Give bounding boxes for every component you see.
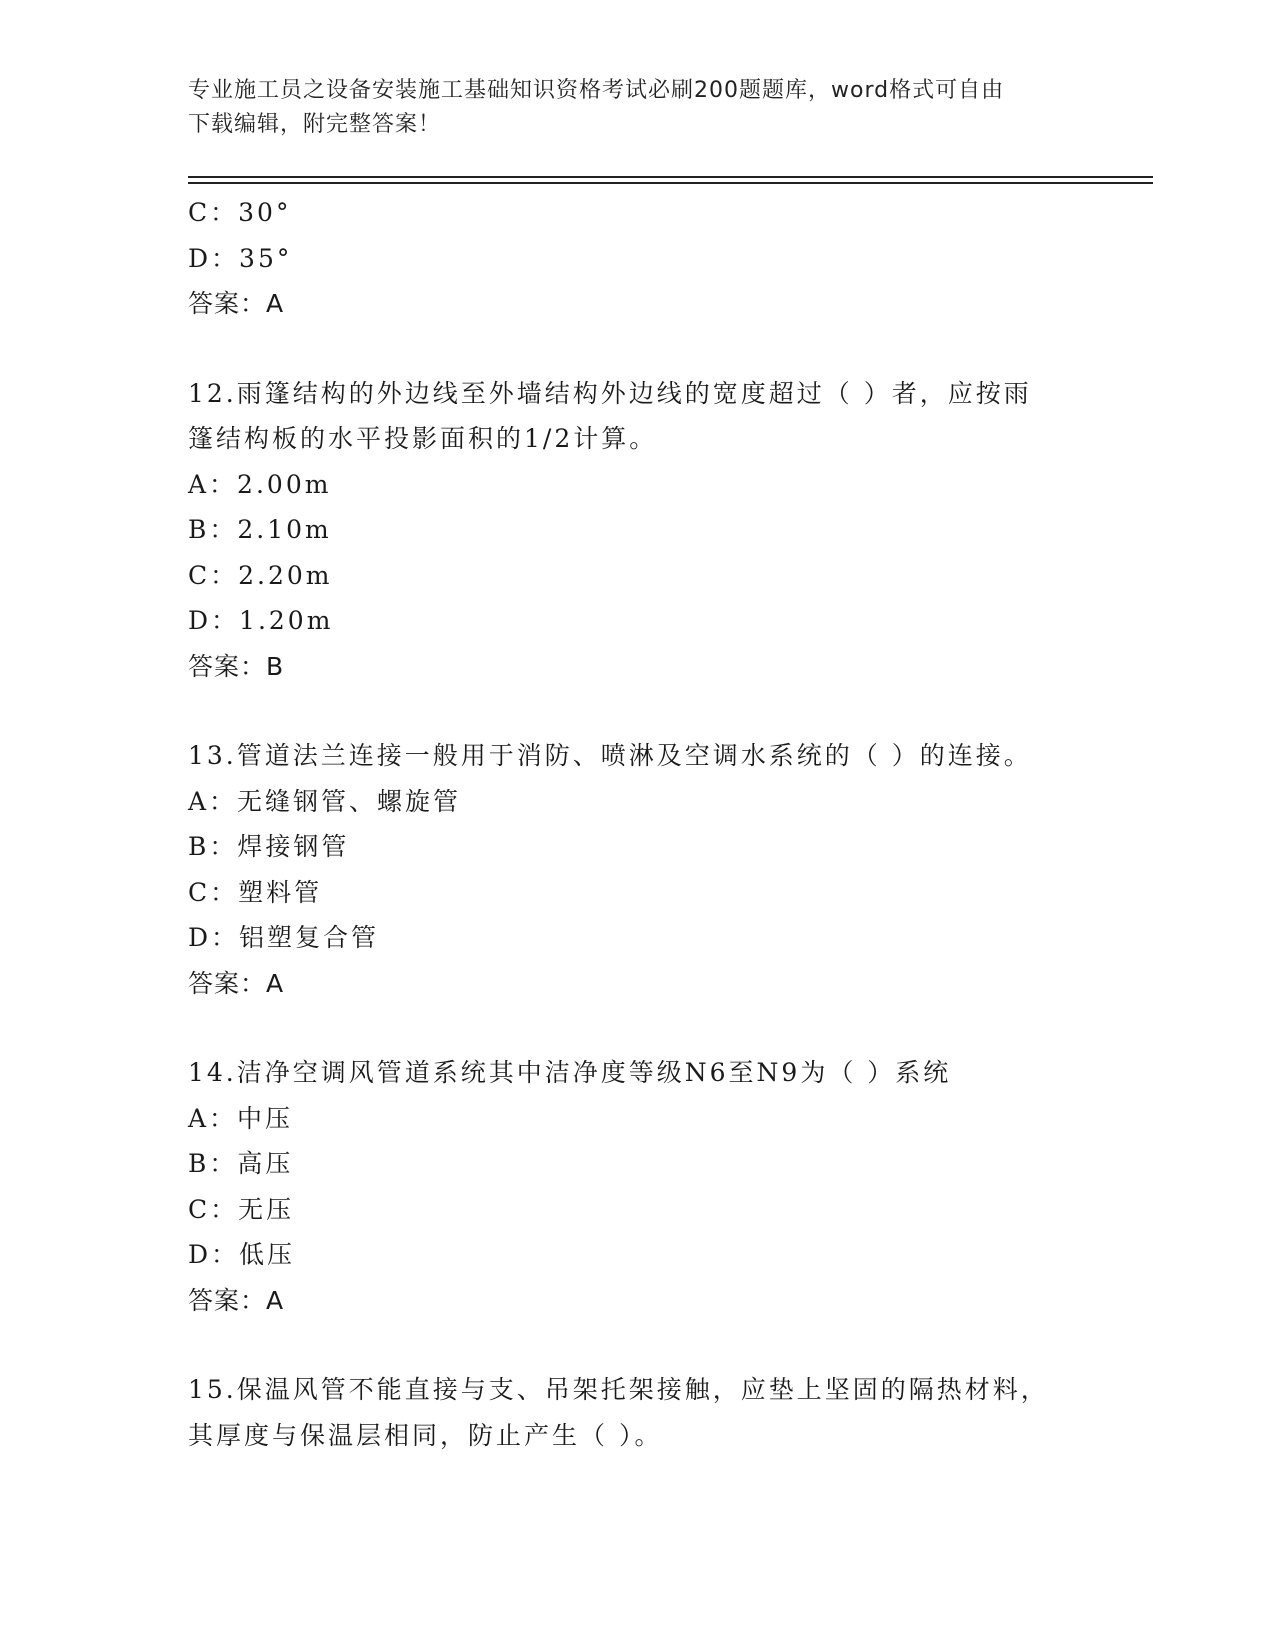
question-text-line-2: 篷结构板的水平投影面积的1/2计算。 bbox=[188, 424, 658, 453]
option-b: B：2.10m bbox=[188, 515, 332, 544]
option-c: C：30° bbox=[188, 198, 292, 227]
question-12 bbox=[188, 371, 1068, 690]
option-a: A：2.00m bbox=[188, 469, 332, 499]
option-b: B：高压 bbox=[188, 1149, 294, 1178]
question-text-line-1: 14.洁净空调风管道系统其中洁净度等级N6至N9为（ ）系统 bbox=[188, 1058, 952, 1087]
header-divider-bottom bbox=[188, 182, 1153, 184]
option-c: C：无压 bbox=[188, 1194, 295, 1224]
question-14 bbox=[188, 1050, 1068, 1323]
question-11-tail bbox=[188, 190, 1068, 327]
option-c: C：2.20m bbox=[188, 560, 333, 590]
option-a: A：中压 bbox=[188, 1103, 294, 1133]
question-13 bbox=[188, 733, 1068, 1006]
header-divider-top bbox=[188, 176, 1153, 178]
answer-line: 答案：A bbox=[188, 968, 285, 998]
option-d: D：35° bbox=[188, 243, 293, 273]
question-15 bbox=[188, 1367, 1068, 1458]
question-list bbox=[188, 190, 1068, 1458]
option-d: D：铝塑复合管 bbox=[188, 923, 380, 952]
question-text-line-1: 15.保温风管不能直接与支、吊架托架接触，应垫上坚固的隔热材料， bbox=[188, 1375, 1049, 1404]
option-d: D：1.20m bbox=[188, 606, 334, 635]
question-text-line-1: 12.雨篷结构的外边线至外墙结构外边线的宽度超过（ ）者，应按雨 bbox=[188, 378, 1032, 408]
header-title-line-2: 下载编辑，附完整答案！ bbox=[188, 112, 442, 137]
option-d: D：低压 bbox=[188, 1240, 296, 1269]
question-text-line-1: 13.管道法兰连接一般用于消防、喷淋及空调水系统的（ ）的连接。 bbox=[188, 741, 1032, 770]
option-c: C：塑料管 bbox=[188, 877, 323, 907]
option-b: B：焊接钢管 bbox=[188, 832, 350, 861]
answer-line: 答案：B bbox=[188, 651, 285, 681]
answer-line: 答案：A bbox=[188, 1285, 285, 1315]
option-a: A：无缝钢管、螺旋管 bbox=[188, 786, 462, 816]
answer-line: 答案：A bbox=[188, 289, 285, 318]
document-header bbox=[188, 74, 1068, 142]
question-text-line-2: 其厚度与保温层相同，防止产生（ ）。 bbox=[188, 1420, 663, 1450]
header-title-line-1: 专业施工员之设备安装施工基础知识资格考试必刷200题题库，word格式可自由 bbox=[188, 78, 1005, 103]
